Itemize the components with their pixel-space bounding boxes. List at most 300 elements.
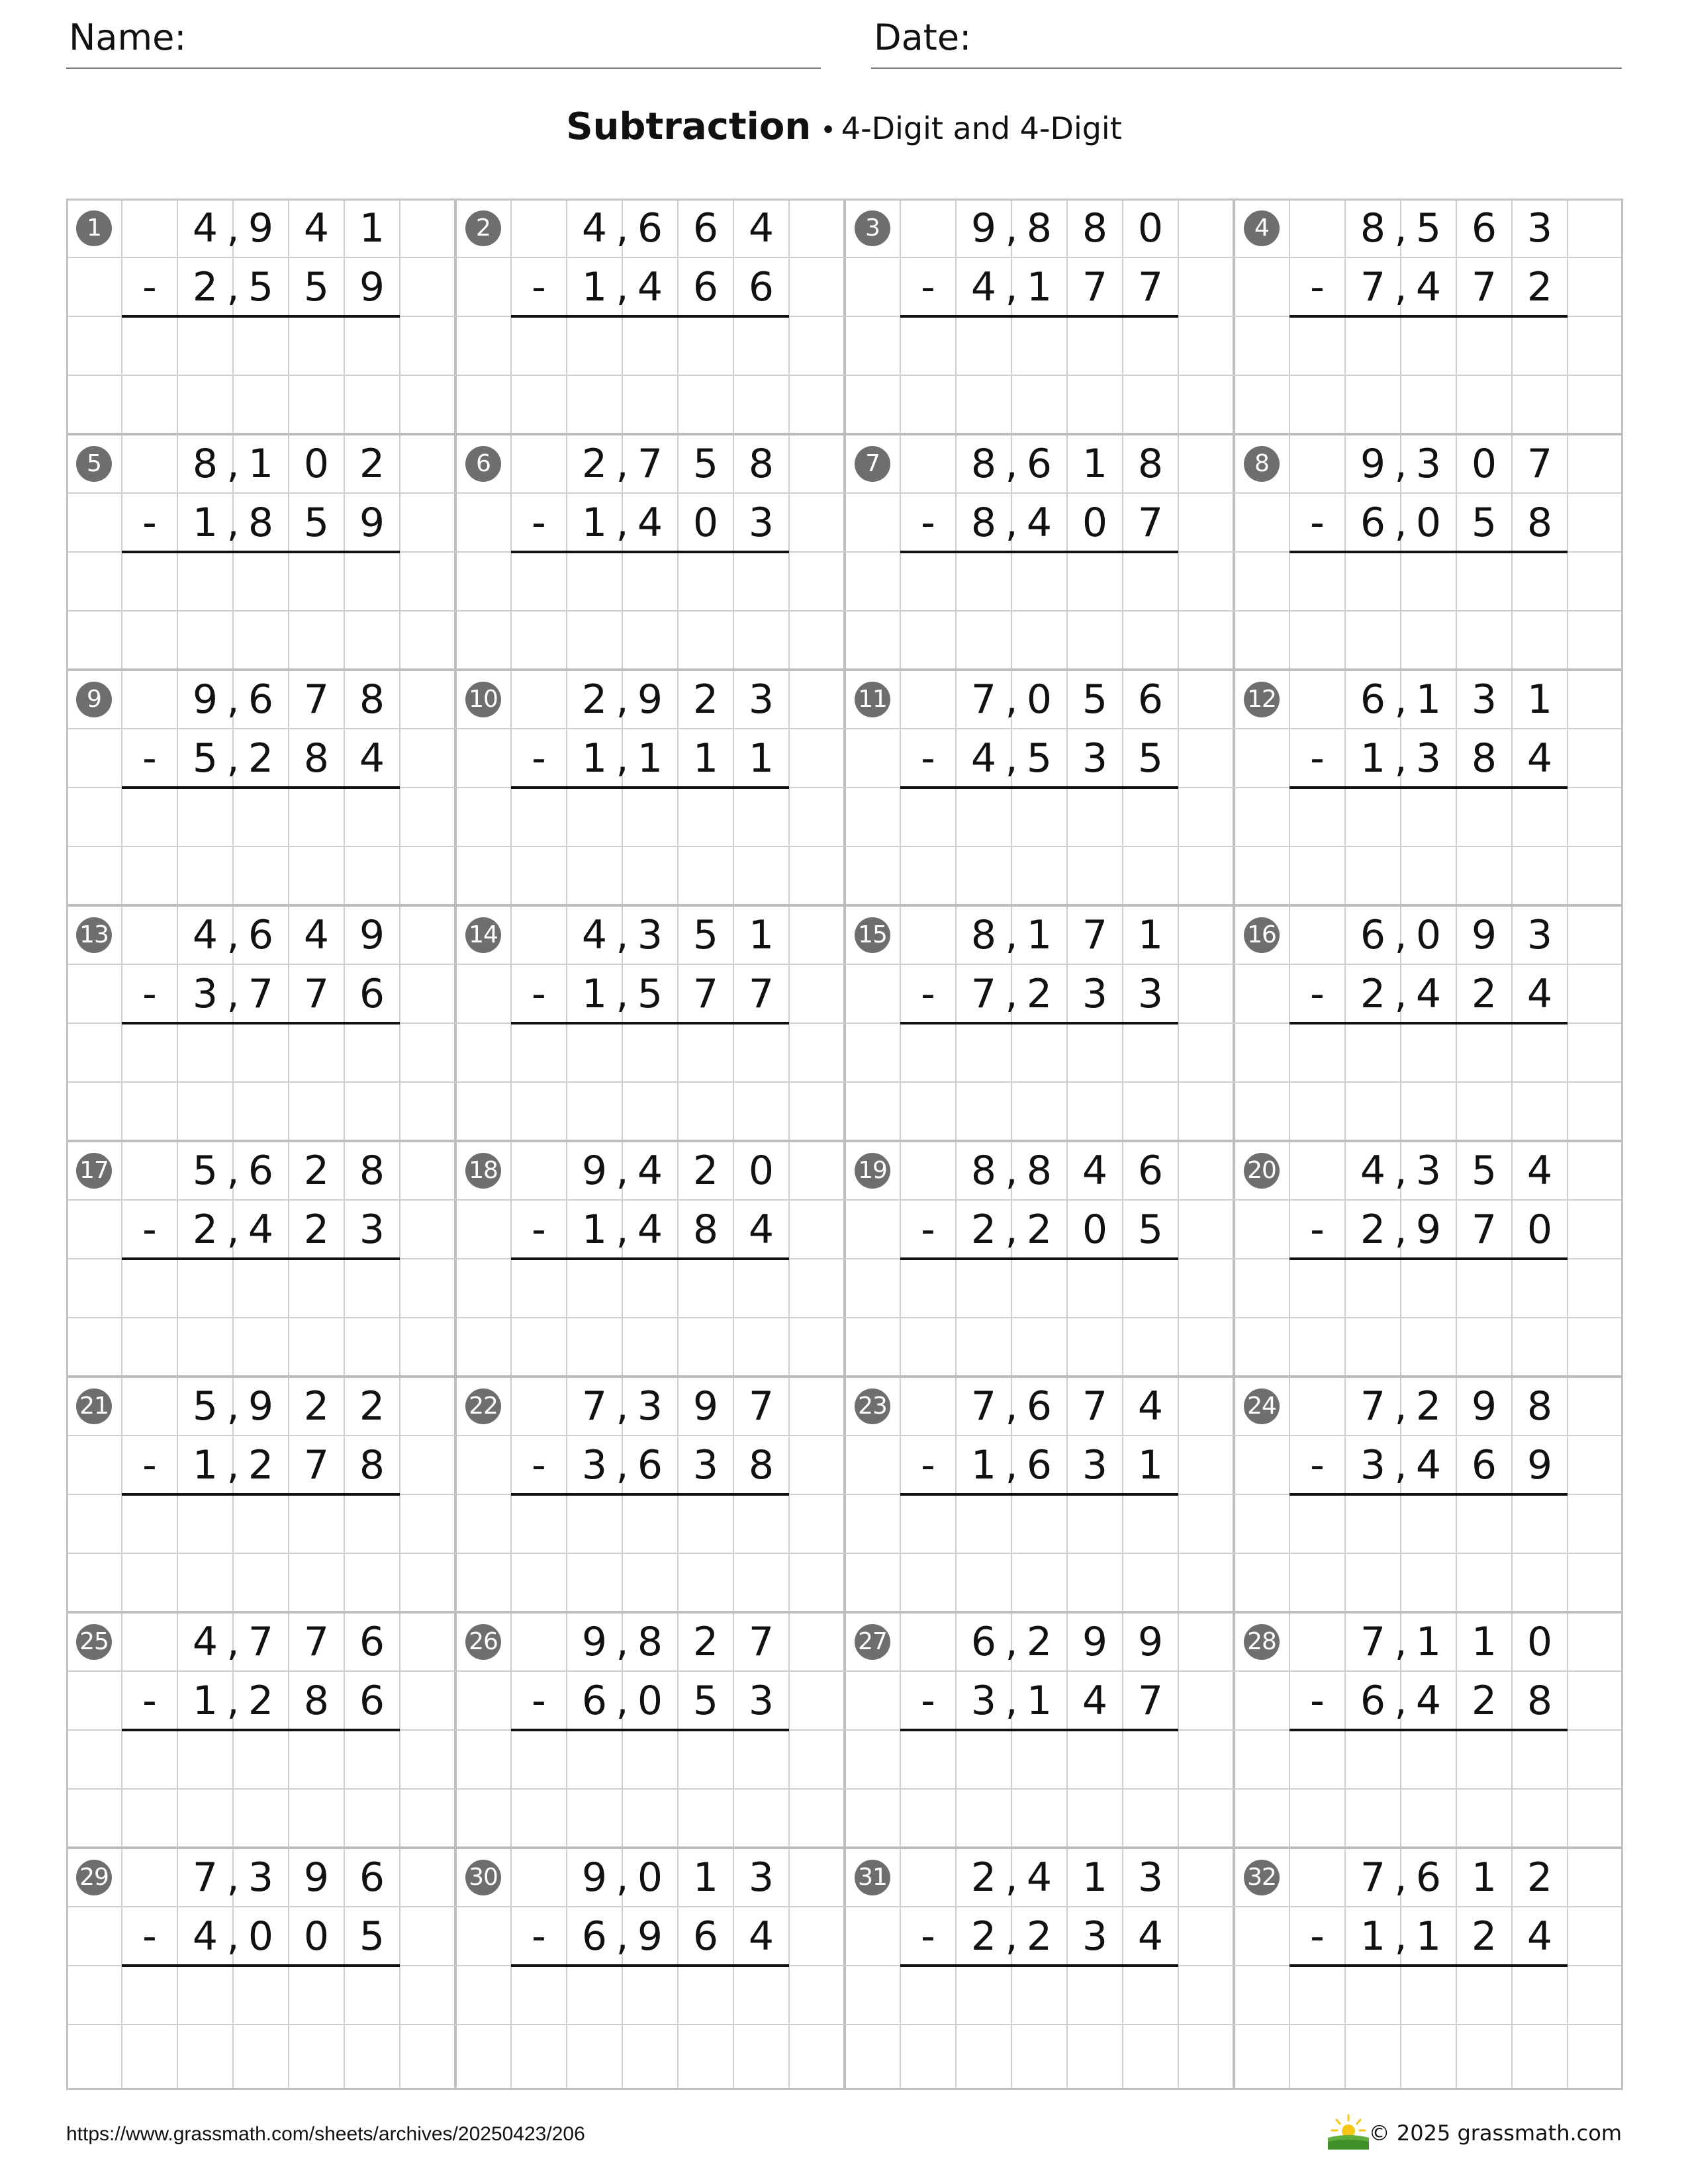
digit: 7 — [1082, 263, 1108, 310]
digit: 6 — [637, 205, 663, 251]
digit: 7 — [970, 1383, 997, 1430]
digit: 7 — [637, 440, 663, 487]
digit: 9 — [359, 499, 385, 546]
minus-sign: - — [1310, 970, 1325, 1017]
date-label: Date: — [874, 17, 972, 58]
digit: 6 — [248, 911, 274, 958]
digit: 4 — [970, 263, 997, 310]
digit: 4 — [1415, 1441, 1442, 1488]
problem-number-badge: 15 — [855, 917, 890, 953]
digit: 5 — [692, 1677, 719, 1724]
digit: 7 — [192, 1854, 218, 1901]
digit: 6 — [248, 1147, 274, 1194]
digit: 5 — [248, 263, 274, 310]
thousands-comma: , — [1394, 1441, 1407, 1488]
minus-sign: - — [532, 1913, 546, 1960]
digit: 4 — [1137, 1383, 1164, 1430]
thousands-comma: , — [1005, 1206, 1018, 1253]
minus-sign: - — [142, 970, 157, 1017]
digit: 3 — [1082, 735, 1108, 782]
digit: 4 — [1526, 970, 1553, 1017]
thousands-comma: , — [226, 440, 240, 487]
digit: 3 — [1415, 440, 1442, 487]
thousands-comma: , — [616, 1383, 629, 1430]
thousands-comma: , — [616, 735, 629, 782]
digit: 6 — [581, 1913, 608, 1960]
problem-number-badge: 28 — [1244, 1624, 1280, 1660]
minus-sign: - — [532, 499, 546, 546]
digit: 3 — [1082, 1913, 1108, 1960]
problem-number-badge: 5 — [76, 446, 112, 482]
digit: 1 — [581, 735, 608, 782]
problem-number-badge: 22 — [465, 1388, 501, 1424]
minus-sign: - — [142, 263, 157, 310]
title-subtitle: 4-Digit and 4-Digit — [841, 111, 1122, 146]
thousands-comma: , — [226, 735, 240, 782]
minus-sign: - — [142, 499, 157, 546]
digit: 9 — [1526, 1441, 1553, 1488]
digit: 8 — [192, 440, 218, 487]
thousands-comma: , — [616, 499, 629, 546]
digit: 6 — [359, 1854, 385, 1901]
digit: 3 — [1082, 1441, 1108, 1488]
digit: 7 — [303, 1441, 330, 1488]
digit: 9 — [1360, 440, 1386, 487]
digit: 7 — [1137, 263, 1164, 310]
digit: 4 — [748, 205, 774, 251]
digit: 0 — [1526, 1618, 1553, 1665]
digit: 3 — [1360, 1441, 1386, 1488]
thousands-comma: , — [226, 499, 240, 546]
digit: 3 — [748, 676, 774, 723]
digit: 8 — [248, 499, 274, 546]
digit: 5 — [359, 1913, 385, 1960]
thousands-comma: , — [616, 1441, 629, 1488]
thousands-comma: , — [226, 1147, 240, 1194]
thousands-comma: , — [226, 1854, 240, 1901]
digit: 4 — [637, 499, 663, 546]
problem-number-badge: 23 — [855, 1388, 890, 1424]
digit: 4 — [1360, 1147, 1386, 1194]
digit: 6 — [692, 205, 719, 251]
digit: 3 — [1137, 1854, 1164, 1901]
thousands-comma: , — [226, 1618, 240, 1665]
digit: 6 — [248, 676, 274, 723]
digit: 2 — [248, 1441, 274, 1488]
thousands-comma: , — [616, 970, 629, 1017]
digit: 0 — [1471, 440, 1497, 487]
digit: 6 — [1360, 1677, 1386, 1724]
digit: 5 — [1415, 205, 1442, 251]
digit: 0 — [1415, 499, 1442, 546]
digit: 7 — [692, 970, 719, 1017]
thousands-comma: , — [226, 676, 240, 723]
digit: 1 — [1415, 676, 1442, 723]
name-label: Name: — [69, 17, 187, 58]
digit: 7 — [1137, 499, 1164, 546]
digit: 4 — [303, 911, 330, 958]
digit: 8 — [748, 1441, 774, 1488]
digit: 2 — [1471, 970, 1497, 1017]
problem-number-badge: 3 — [855, 210, 890, 246]
digit: 9 — [248, 1383, 274, 1430]
thousands-comma: , — [1005, 911, 1018, 958]
problem-number-badge: 4 — [1244, 210, 1280, 246]
digit: 2 — [1360, 970, 1386, 1017]
digit: 1 — [1026, 1677, 1053, 1724]
digit: 2 — [581, 440, 608, 487]
footer-copyright: © 2025 grassmath.com — [1368, 2120, 1622, 2146]
thousands-comma: , — [1005, 1441, 1018, 1488]
digit: 8 — [692, 1206, 719, 1253]
problem-number-badge: 1 — [76, 210, 112, 246]
digit: 6 — [1415, 1854, 1442, 1901]
digit: 8 — [1137, 440, 1164, 487]
digit: 1 — [1471, 1854, 1497, 1901]
digit: 9 — [359, 911, 385, 958]
digit: 2 — [1415, 1383, 1442, 1430]
digit: 9 — [1137, 1618, 1164, 1665]
problem-number-badge: 2 — [465, 210, 501, 246]
digit: 6 — [1360, 676, 1386, 723]
digit: 2 — [970, 1854, 997, 1901]
minus-sign: - — [921, 263, 935, 310]
digit: 7 — [1360, 1854, 1386, 1901]
digit: 4 — [1415, 1677, 1442, 1724]
digit: 5 — [1082, 676, 1108, 723]
digit: 1 — [637, 735, 663, 782]
digit: 6 — [581, 1677, 608, 1724]
digit: 8 — [359, 676, 385, 723]
digit: 3 — [637, 911, 663, 958]
digit: 3 — [1415, 1147, 1442, 1194]
digit: 9 — [970, 205, 997, 251]
digit: 9 — [303, 1854, 330, 1901]
minus-sign: - — [921, 1441, 935, 1488]
digit: 8 — [1526, 1677, 1553, 1724]
minus-sign: - — [142, 1677, 157, 1724]
digit: 0 — [1137, 205, 1164, 251]
digit: 1 — [1415, 1913, 1442, 1960]
problem-number-badge: 19 — [855, 1153, 890, 1189]
digit: 7 — [248, 970, 274, 1017]
digit: 1 — [248, 440, 274, 487]
problem-number-badge: 31 — [855, 1860, 890, 1895]
minus-sign: - — [921, 1206, 935, 1253]
digit: 4 — [192, 1618, 218, 1665]
digit: 3 — [692, 1441, 719, 1488]
digit: 2 — [1026, 1206, 1053, 1253]
name-field[interactable] — [66, 0, 821, 69]
digit: 7 — [248, 1618, 274, 1665]
digit: 8 — [1526, 499, 1553, 546]
problem-number-badge: 30 — [465, 1860, 501, 1895]
problem-number-badge: 25 — [76, 1624, 112, 1660]
digit: 7 — [970, 970, 997, 1017]
digit: 3 — [248, 1854, 274, 1901]
digit: 8 — [970, 440, 997, 487]
thousands-comma: , — [1394, 1913, 1407, 1960]
digit: 6 — [692, 263, 719, 310]
thousands-comma: , — [226, 263, 240, 310]
digit: 2 — [1471, 1677, 1497, 1724]
digit: 3 — [637, 1383, 663, 1430]
digit: 1 — [359, 205, 385, 251]
digit: 1 — [192, 499, 218, 546]
digit: 6 — [359, 1677, 385, 1724]
digit: 1 — [1415, 1618, 1442, 1665]
digit: 1 — [192, 1441, 218, 1488]
digit: 0 — [748, 1147, 774, 1194]
digit: 2 — [581, 676, 608, 723]
digit: 8 — [1471, 735, 1497, 782]
digit: 0 — [1082, 1206, 1108, 1253]
digit: 7 — [303, 1618, 330, 1665]
problem-number-badge: 16 — [1244, 917, 1280, 953]
title-main: Subtraction — [566, 105, 812, 148]
digit: 3 — [1471, 676, 1497, 723]
digit: 9 — [1471, 911, 1497, 958]
digit: 0 — [303, 1913, 330, 1960]
minus-sign: - — [532, 263, 546, 310]
digit: 2 — [970, 1206, 997, 1253]
digit: 3 — [1526, 911, 1553, 958]
digit: 1 — [692, 1854, 719, 1901]
problem-number-badge: 20 — [1244, 1153, 1280, 1189]
digit: 8 — [303, 735, 330, 782]
thousands-comma: , — [226, 1206, 240, 1253]
digit: 4 — [1526, 1147, 1553, 1194]
digit: 7 — [303, 970, 330, 1017]
problem-number-badge: 12 — [1244, 682, 1280, 717]
minus-sign: - — [142, 1913, 157, 1960]
thousands-comma: , — [226, 911, 240, 958]
digit: 4 — [748, 1206, 774, 1253]
minus-sign: - — [921, 1913, 935, 1960]
digit: 2 — [692, 1618, 719, 1665]
minus-sign: - — [532, 735, 546, 782]
digit: 7 — [748, 970, 774, 1017]
thousands-comma: , — [616, 676, 629, 723]
problem-number-badge: 8 — [1244, 446, 1280, 482]
digit: 6 — [1026, 1383, 1053, 1430]
digit: 5 — [192, 1147, 218, 1194]
digit: 9 — [1415, 1206, 1442, 1253]
digit: 8 — [303, 1677, 330, 1724]
digit: 6 — [359, 1618, 385, 1665]
thousands-comma: , — [616, 911, 629, 958]
thousands-comma: , — [1005, 1854, 1018, 1901]
digit: 5 — [692, 440, 719, 487]
digit: 2 — [1471, 1913, 1497, 1960]
digit: 4 — [192, 911, 218, 958]
digit: 2 — [1026, 1618, 1053, 1665]
digit: 3 — [581, 1441, 608, 1488]
thousands-comma: , — [1394, 440, 1407, 487]
digit: 0 — [1526, 1206, 1553, 1253]
problem-number-badge: 9 — [76, 682, 112, 717]
digit: 1 — [1137, 911, 1164, 958]
digit: 9 — [359, 263, 385, 310]
digit: 4 — [637, 1147, 663, 1194]
thousands-comma: , — [616, 205, 629, 251]
digit: 3 — [1137, 970, 1164, 1017]
digit: 5 — [192, 1383, 218, 1430]
digit: 0 — [1026, 676, 1053, 723]
digit: 7 — [970, 676, 997, 723]
digit: 1 — [1082, 440, 1108, 487]
digit: 1 — [581, 1206, 608, 1253]
digit: 9 — [1471, 1383, 1497, 1430]
digit: 7 — [1471, 1206, 1497, 1253]
digit: 8 — [1082, 205, 1108, 251]
thousands-comma: , — [1005, 1677, 1018, 1724]
thousands-comma: , — [1394, 911, 1407, 958]
digit: 2 — [1360, 1206, 1386, 1253]
digit: 4 — [359, 735, 385, 782]
digit: 5 — [1471, 1147, 1497, 1194]
problem-number-badge: 26 — [465, 1624, 501, 1660]
digit: 0 — [1415, 911, 1442, 958]
digit: 5 — [303, 499, 330, 546]
digit: 3 — [1082, 970, 1108, 1017]
digit: 8 — [970, 499, 997, 546]
digit: 5 — [637, 970, 663, 1017]
digit: 8 — [359, 1441, 385, 1488]
digit: 7 — [748, 1618, 774, 1665]
digit: 1 — [1137, 1441, 1164, 1488]
thousands-comma: , — [616, 1854, 629, 1901]
minus-sign: - — [921, 499, 935, 546]
digit: 6 — [637, 1441, 663, 1488]
minus-sign: - — [532, 1677, 546, 1724]
digit: 0 — [303, 440, 330, 487]
thousands-comma: , — [1005, 970, 1018, 1017]
digit: 7 — [303, 676, 330, 723]
worksheet-title — [0, 105, 1688, 148]
thousands-comma: , — [1394, 1677, 1407, 1724]
problem-number-badge: 24 — [1244, 1388, 1280, 1424]
digit: 5 — [1471, 499, 1497, 546]
footer-url: https://www.grassmath.com/sheets/archives/20250423/206 — [66, 2123, 585, 2145]
digit: 7 — [1526, 440, 1553, 487]
problem-number-badge: 18 — [465, 1153, 501, 1189]
minus-sign: - — [1310, 499, 1325, 546]
minus-sign: - — [921, 970, 935, 1017]
thousands-comma: , — [1005, 263, 1018, 310]
thousands-comma: , — [616, 440, 629, 487]
digit: 0 — [637, 1854, 663, 1901]
digit: 6 — [1026, 1441, 1053, 1488]
digit: 2 — [1526, 263, 1553, 310]
digit: 4 — [581, 911, 608, 958]
digit: 9 — [581, 1147, 608, 1194]
digit: 1 — [192, 1677, 218, 1724]
digit: 2 — [970, 1913, 997, 1960]
digit: 1 — [581, 263, 608, 310]
digit: 2 — [1526, 1854, 1553, 1901]
date-field[interactable] — [871, 0, 1622, 69]
digit: 7 — [1082, 911, 1108, 958]
problem-number-badge: 32 — [1244, 1860, 1280, 1895]
digit: 4 — [303, 205, 330, 251]
thousands-comma: , — [226, 970, 240, 1017]
problem-number-badge: 21 — [76, 1388, 112, 1424]
thousands-comma: , — [226, 205, 240, 251]
problem-number-badge: 27 — [855, 1624, 890, 1660]
thousands-comma: , — [1394, 263, 1407, 310]
digit: 9 — [581, 1854, 608, 1901]
digit: 9 — [637, 1913, 663, 1960]
digit: 1 — [1082, 1854, 1108, 1901]
digit: 4 — [248, 1206, 274, 1253]
digit: 4 — [637, 263, 663, 310]
digit: 4 — [192, 205, 218, 251]
digit: 6 — [359, 970, 385, 1017]
minus-sign: - — [921, 1677, 935, 1724]
thousands-comma: , — [1394, 1383, 1407, 1430]
digit: 4 — [637, 1206, 663, 1253]
digit: 7 — [1082, 1383, 1108, 1430]
minus-sign: - — [142, 1206, 157, 1253]
minus-sign: - — [142, 1441, 157, 1488]
digit: 2 — [359, 440, 385, 487]
digit: 3 — [359, 1206, 385, 1253]
digit: 9 — [1082, 1618, 1108, 1665]
digit: 2 — [1026, 970, 1053, 1017]
digit: 6 — [1360, 499, 1386, 546]
digit: 9 — [692, 1383, 719, 1430]
minus-sign: - — [1310, 1206, 1325, 1253]
digit: 6 — [1360, 911, 1386, 958]
thousands-comma: , — [1005, 1383, 1018, 1430]
thousands-comma: , — [226, 1383, 240, 1430]
thousands-comma: , — [616, 1677, 629, 1724]
digit: 9 — [637, 676, 663, 723]
digit: 4 — [1026, 499, 1053, 546]
digit: 9 — [248, 205, 274, 251]
digit: 7 — [1360, 1618, 1386, 1665]
digit: 1 — [1360, 1913, 1386, 1960]
digit: 4 — [1415, 970, 1442, 1017]
minus-sign: - — [1310, 1913, 1325, 1960]
digit: 9 — [192, 676, 218, 723]
digit: 1 — [1026, 263, 1053, 310]
problem-number-badge: 14 — [465, 917, 501, 953]
thousands-comma: , — [1005, 1147, 1018, 1194]
digit: 8 — [1026, 205, 1053, 251]
digit: 2 — [192, 1206, 218, 1253]
digit: 2 — [1026, 1913, 1053, 1960]
thousands-comma: , — [1394, 1147, 1407, 1194]
digit: 2 — [692, 1147, 719, 1194]
digit: 4 — [1137, 1913, 1164, 1960]
problem-number-badge: 13 — [76, 917, 112, 953]
minus-sign: - — [1310, 263, 1325, 310]
digit: 3 — [1415, 735, 1442, 782]
digit: 4 — [192, 1913, 218, 1960]
thousands-comma: , — [616, 263, 629, 310]
digit: 8 — [1026, 1147, 1053, 1194]
digit: 5 — [1026, 735, 1053, 782]
digit: 1 — [970, 1441, 997, 1488]
digit: 4 — [1415, 263, 1442, 310]
digit: 4 — [1082, 1147, 1108, 1194]
minus-sign: - — [921, 735, 935, 782]
digit: 2 — [248, 735, 274, 782]
digit: 4 — [970, 735, 997, 782]
title-bullet: • — [820, 115, 836, 146]
